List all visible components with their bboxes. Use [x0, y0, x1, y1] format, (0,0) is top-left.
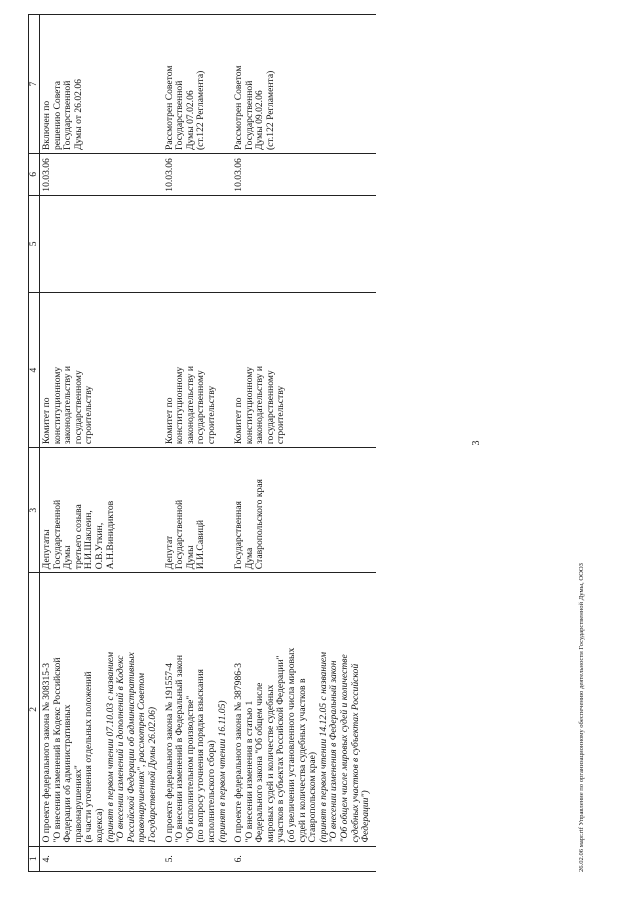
bill-status-line: (принят в первом чтении 07.10.03 с названием: [104, 651, 116, 843]
bill-status-line: "Об общем числе мировых судей и количестве: [339, 654, 351, 843]
column-5-cell: [163, 195, 233, 292]
table-row: [40, 15, 163, 872]
column-header: 2: [29, 573, 40, 846]
bill-text-line: участков в субъектах Российской Федерации": [275, 655, 287, 843]
bill-status-line: (принят в первом чтении 14.12.05 с названием: [317, 651, 329, 843]
committee-line: законодательству и: [62, 365, 74, 445]
bill-text-line: (по вопросу уточнения порядка взыскания: [195, 669, 207, 843]
initiator-line: Депутаты: [41, 529, 52, 570]
council-note: [232, 15, 376, 154]
bill-text-line: кодекса): [93, 808, 105, 843]
committee-line: конституционному: [51, 366, 63, 445]
committee-line: законодательству и: [184, 365, 196, 445]
committee-line: законодательству и: [254, 365, 266, 445]
initiator-line: Думы: [62, 545, 74, 570]
initiator-line: А.Н.Винидиктов: [104, 500, 116, 570]
agenda-table: [28, 14, 376, 872]
note-line: Рассмотрен Советом: [233, 65, 245, 151]
initiator-line: Депутат: [163, 535, 175, 570]
bill-status-line: Федерации"): [360, 790, 372, 843]
initiator-line: третьего созыва: [72, 504, 84, 570]
page-number: 3: [471, 440, 482, 446]
row-number: 6.: [232, 846, 376, 871]
table-row: [163, 15, 233, 872]
bill-status-line: Российской Федерации об административных: [125, 652, 137, 843]
note-line: Думы 09.02.06: [254, 90, 266, 151]
committee-line: государственному: [264, 370, 276, 445]
bill-initiator: [232, 448, 376, 573]
initiator-line: Н.И.Шаклеин,: [83, 510, 95, 570]
bill-status-line: "О внесении изменений и дополнений в Кодекс: [115, 655, 127, 843]
bill-text-line: Федерального закона "Об общем числе: [254, 682, 266, 843]
committee-line: строительству: [275, 385, 287, 445]
bill-text-line: (в части уточнения отдельных положений: [83, 671, 95, 843]
bill-initiator: [163, 448, 233, 573]
row-number: 4.: [40, 846, 163, 871]
column-header: 7: [29, 15, 40, 154]
note-line: Думы 07.02.06: [184, 90, 196, 151]
review-date: 10.03.06: [232, 154, 376, 196]
initiator-line: Дума: [243, 547, 255, 570]
bill-status-line: "О внесении изменения в Федеральный закон: [328, 660, 340, 843]
bill-text-line: (об увеличении установленного числа мировых: [286, 647, 298, 843]
note-line: (ст.122 Регламента): [195, 70, 207, 151]
column-header: 3: [29, 448, 40, 573]
note-line: Думы от 26.02.06: [72, 79, 84, 151]
responsible-committee: [163, 292, 233, 447]
committee-line: конституционному: [243, 366, 255, 445]
note-line: Государственной: [62, 80, 74, 151]
column-5-cell: [232, 195, 376, 292]
bill-status-line: правонарушениях", рассмотрен Советом: [136, 673, 148, 843]
committee-line: строительству: [83, 385, 95, 445]
bill-status-line: (принят в первом чтении 16.11.05): [216, 700, 228, 843]
column-header: 6: [29, 154, 40, 196]
note-line: Включен по: [41, 100, 52, 151]
committee-line: Комитет по: [163, 397, 175, 445]
bill-status-line: судебных участков в субъектах Российской: [349, 663, 361, 843]
bill-title: О проекте федерального закона № 191557-4: [163, 662, 175, 843]
note-line: Государственной: [243, 80, 255, 151]
initiator-line: Ставропольского края: [254, 479, 266, 570]
column-header: 4: [29, 292, 40, 447]
bill-text-line: "О внесении изменений в Федеральный закон: [174, 655, 186, 843]
initiator-line: Думы: [184, 545, 196, 570]
review-date: 10.03.06: [163, 154, 233, 196]
row-number: 5.: [163, 846, 233, 871]
note-line: (ст.122 Регламента): [264, 70, 276, 151]
responsible-committee: [40, 292, 163, 447]
bill-text-line: "О внесении изменений в Кодекс Российской: [51, 657, 63, 843]
bill-text-line: Федерации об административных: [62, 704, 74, 843]
note-line: Государственной: [174, 80, 186, 151]
bill-text-line: Ставропольском крае): [307, 751, 319, 843]
committee-line: конституционному: [174, 366, 186, 445]
bill-text-line: судей и количества судебных участков в: [296, 678, 308, 843]
committee-line: Комитет по: [233, 397, 245, 445]
council-note: [163, 15, 233, 154]
initiator-line: О.В.Уткин,: [93, 522, 105, 570]
bill-title: О проекте федерального закона № 387986-3: [233, 662, 245, 843]
page-footer: 26.02.06 марг.rtf Управление по организационному обеспечению деятельности Государственной Думы, ОООЗ: [578, 563, 585, 872]
responsible-committee: [232, 292, 376, 447]
committee-line: государственному: [195, 370, 207, 445]
note-line: Рассмотрен Советом: [163, 65, 175, 151]
bill-text-line: мировых судей и количестве судебных: [264, 684, 276, 843]
committee-line: строительству: [205, 385, 217, 445]
note-line: решению Совета: [51, 81, 63, 151]
committee-line: Комитет по: [41, 397, 52, 445]
bill-status-line: Государственной Думы 26.02.06): [146, 706, 158, 843]
table-row: [232, 15, 376, 872]
review-date: 10.03.06: [40, 154, 163, 196]
bill-text-line: правонарушениях": [72, 765, 84, 843]
bill-initiator: [40, 448, 163, 573]
bill-text-line: "О внесении изменения в статью 1: [243, 700, 255, 843]
rotated-landscape-content: [28, 14, 590, 872]
bill-description: [232, 573, 376, 846]
council-note: [40, 15, 163, 154]
bill-description: [163, 573, 233, 846]
column-5-cell: [40, 195, 163, 292]
bill-title: О проекте федерального закона № 308315-3: [41, 662, 52, 843]
initiator-line: И.И.Савицй: [195, 519, 207, 570]
table-header-row: [29, 15, 40, 872]
bill-text-line: "Об исполнительном производстве": [184, 695, 196, 843]
bill-text-line: исполнительского сбора): [205, 740, 217, 843]
committee-line: государственному: [72, 370, 84, 445]
column-header: 5: [29, 195, 40, 292]
initiator-line: Государственной: [174, 499, 186, 570]
column-header: 1: [29, 846, 40, 871]
initiator-line: Государственной: [51, 499, 63, 570]
bill-description: [40, 573, 163, 846]
initiator-line: Государственная: [233, 501, 245, 570]
